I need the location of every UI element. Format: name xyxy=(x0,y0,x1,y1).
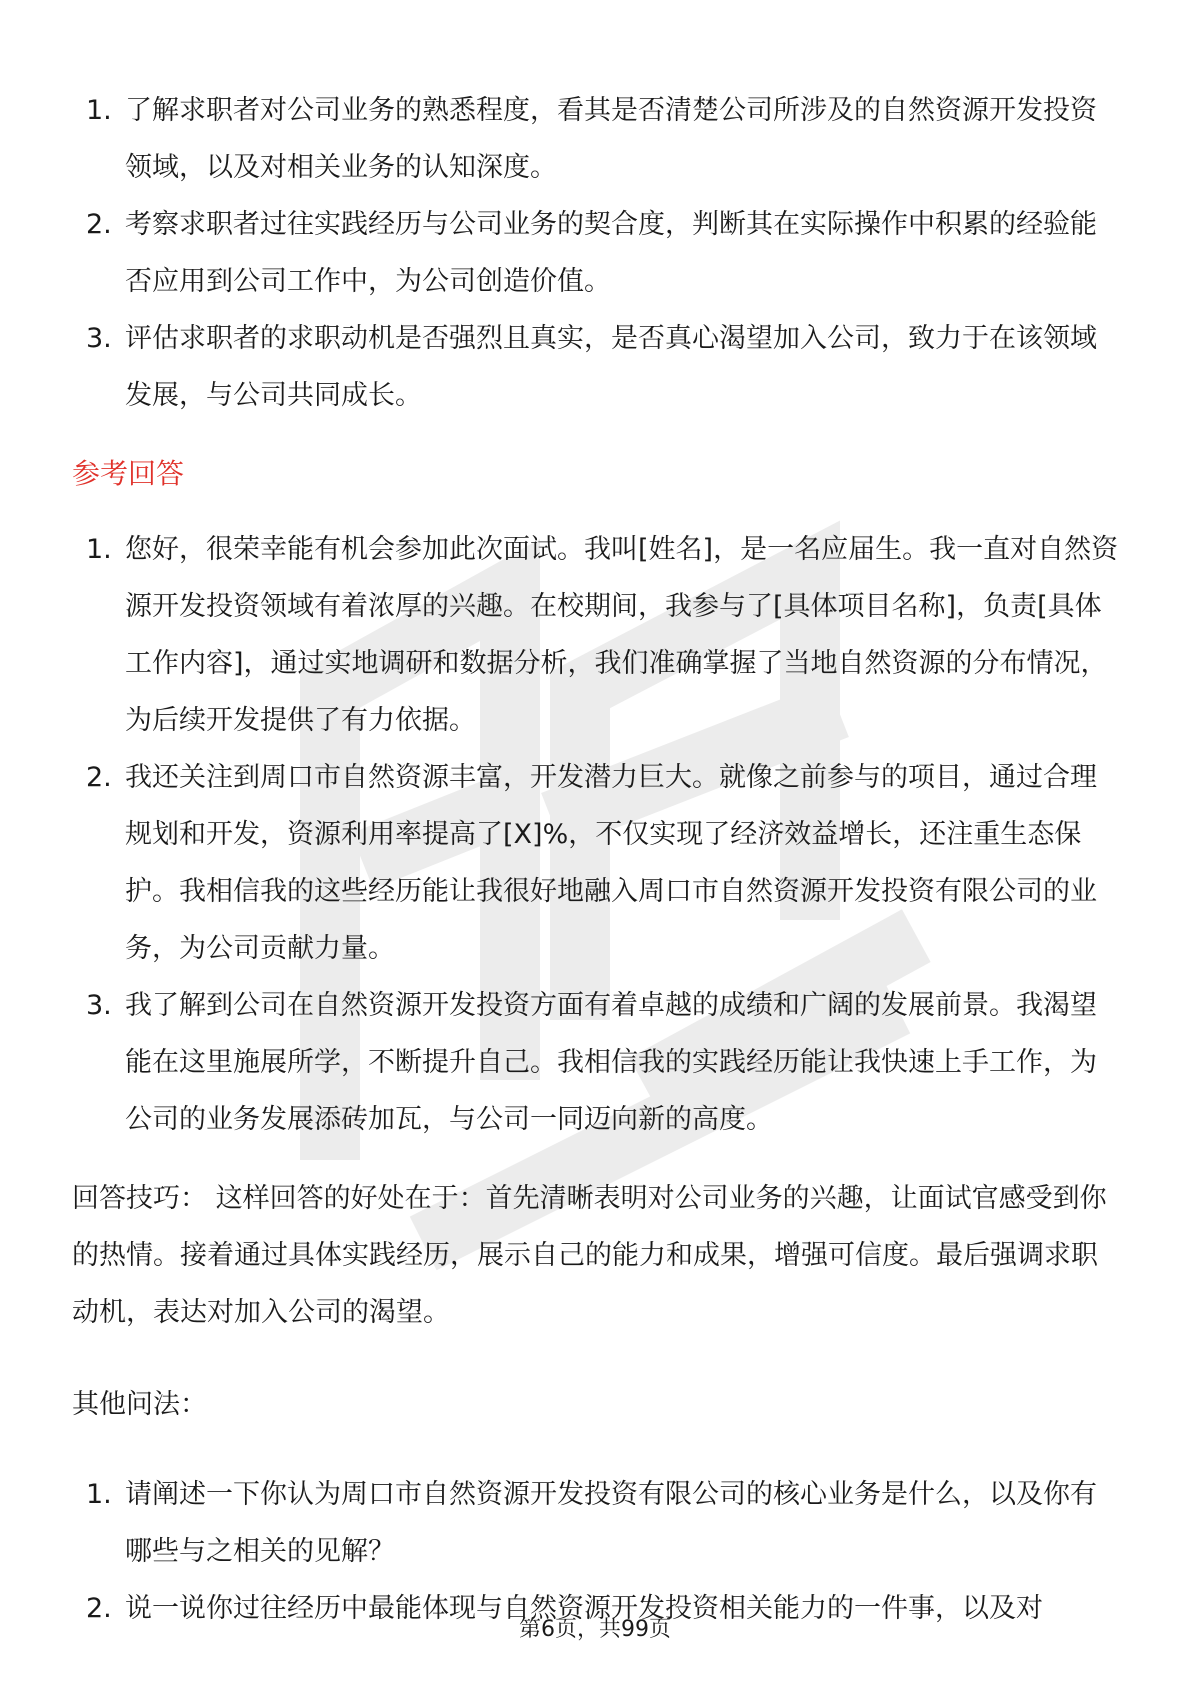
other-question-text: 请阐述一下你认为周口市自然资源开发投资有限公司的核心业务是什么，以及你有哪些与之相关的见解？ xyxy=(125,1479,1097,1567)
intent-item: 2. 考察求职者过往实践经历与公司业务的契合度，判断其在实际操作中积累的经验能否应用到公司工作中，为公司创造价值。 xyxy=(86,209,1097,297)
other-questions-list xyxy=(72,1466,1122,1637)
reference-item: 3. 我了解到公司在自然资源开发投资方面有着卓越的成绩和广阔的发展前景。我渴望能在这里施展所学，不断提升自己。我相信我的实践经历能让我快速上手工作，为公司的业务发展添砖加瓦，与公司一同迈向新的高度。 xyxy=(86,990,1097,1135)
reference-item: 2. 我还关注到周口市自然资源丰富，开发潜力巨大。就像之前参与的项目，通过合理规划和开发，资源利用率提高了[X]%，不仅实现了经济效益增长，还注重生态保护。我相信我的这些经历能让我很好地融入周口市自然资源开发投资有限公司的业务，为公司贡献力量。 xyxy=(86,762,1097,964)
intent-item-text: 考察求职者过往实践经历与公司业务的契合度，判断其在实际操作中积累的经验能否应用到公司工作中，为公司创造价值。 xyxy=(125,209,1097,297)
reference-item-text: 我了解到公司在自然资源开发投资方面有着卓越的成绩和广阔的发展前景。我渴望能在这里施展所学，不断提升自己。我相信我的实践经历能让我快速上手工作，为公司的业务发展添砖加瓦，与公司一同迈向新的高度。 xyxy=(125,990,1097,1135)
intent-item: 3. 评估求职者的求职动机是否强烈且真实，是否真心渴望加入公司，致力于在该领域发展，与公司共同成长。 xyxy=(86,323,1097,411)
reference-answer-list xyxy=(72,521,1122,1148)
other-question-item: 1. 请阐述一下你认为周口市自然资源开发投资有限公司的核心业务是什么，以及你有哪些与之相关的见解？ xyxy=(86,1479,1097,1567)
reference-item-text: 您好，很荣幸能有机会参加此次面试。我叫[姓名]，是一名应届生。我一直对自然资源开发投资领域有着浓厚的兴趣。在校期间，我参与了[具体项目名称]，负责[具体工作内容]，通过实地调研和数据分析，我们准确掌握了当地自然资源的分布情况，为后续开发提供了有力依据。 xyxy=(125,534,1119,736)
other-question-text: 说一说你过往经历中最能体现与自然资源开发投资相关能力的一件事，以及对 xyxy=(125,1593,1043,1624)
reference-answer-title: 参考回答 xyxy=(72,457,185,490)
other-questions-title: 其他问法： xyxy=(72,1389,207,1420)
document-content xyxy=(72,82,1122,1637)
intent-item-text: 了解求职者对公司业务的熟悉程度，看其是否清楚公司所涉及的自然资源开发投资领域，以及对相关业务的认知深度。 xyxy=(125,95,1097,183)
reference-item: 1. 您好，很荣幸能有机会参加此次面试。我叫[姓名]，是一名应届生。我一直对自然资源开发投资领域有着浓厚的兴趣。在校期间，我参与了[具体项目名称]，负责[具体工作内容]，通过实地调研和数据分析，我们准确掌握了当地自然资源的分布情况，为后续开发提供了有力依据。 xyxy=(86,534,1119,736)
other-question-item: 2. 说一说你过往经历中最能体现与自然资源开发投资相关能力的一件事，以及对 xyxy=(86,1593,1043,1624)
intent-item: 1. 了解求职者对公司业务的熟悉程度，看其是否清楚公司所涉及的自然资源开发投资领域，以及对相关业务的认知深度。 xyxy=(86,95,1097,183)
intent-list xyxy=(72,82,1122,424)
answer-tips: 回答技巧： 这样回答的好处在于：首先清晰表明对公司业务的兴趣，让面试官感受到你的热情。接着通过具体实践经历，展示自己的能力和成果，增强可信度。最后强调求职动机，表达对加入公司的渴望。 xyxy=(72,1183,1107,1328)
page-number-footer: 第6页，共99页 xyxy=(519,1617,671,1642)
intent-item-text: 评估求职者的求职动机是否强烈且真实，是否真心渴望加入公司，致力于在该领域发展，与公司共同成长。 xyxy=(125,323,1097,411)
reference-item-text: 我还关注到周口市自然资源丰富，开发潜力巨大。就像之前参与的项目，通过合理规划和开发，资源利用率提高了[X]%，不仅实现了经济效益增长，还注重生态保护。我相信我的这些经历能让我很好地融入周口市自然资源开发投资有限公司的业务，为公司贡献力量。 xyxy=(125,762,1097,964)
